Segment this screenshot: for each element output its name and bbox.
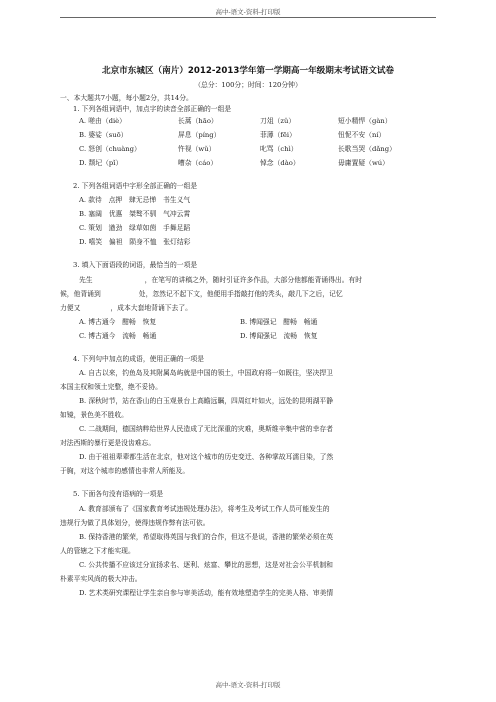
q4-option-a-line-1: A. 自古以来，钓鱼岛及其附属岛屿就是中国的领土，中国政府将一如既往，坚决捍卫 [79,369,333,377]
question-5-stem: 5. 下面各句没有语病的一项是 [73,490,164,498]
q3-passage-text: 力便又 [60,304,81,312]
exam-meta: （总分：100分；时间：120分钟） [194,81,302,89]
q1-option-a-word1: A. 嗟由（diè） [79,117,126,125]
q1-option-b-word4: 忸怩不安（ní） [338,131,386,139]
q1-option-b-word2: 屏息（píng） [178,131,221,139]
q3-passage-text: 处，忽然记不起下文，他便用手指敲打他的秃头，敲几下之后，记忆 [138,290,343,298]
q2-option-b: B. 塞阔 优惠 桀骜不驯 气冲云霄 [79,210,191,218]
q1-option-a-word2: 长蒿（hāo） [178,117,218,125]
q4-option-d-line-1: D. 由于祖祖辈辈都生活在北京，他对这个城市的历史变迁、各种掌故耳濡目染，了然 [79,453,334,461]
q4-option-d-line-2: 于胸，对这个城市的感情也非常人所能及。 [60,467,190,475]
page-header: 高中-语文-资料-打印版 [215,8,281,16]
q3-option-a: A. 博古通今 酣畅 恢复 [79,318,157,326]
q4-option-c-line-2: 对法西斯的暴行更是没齿难忘。 [60,439,156,447]
q1-option-b-word1: B. 婆娑（suō） [79,131,128,139]
q3-passage-text: 候，他背诵到 [60,290,101,298]
q3-passage-text: 先生 [79,276,93,284]
q4-option-b-line-1: B. 深秋时节，站在香山的白玉观景台上高瞻远瞩，四周红叶如火，远处的昆明湖平静 [79,397,334,405]
q2-option-d: D. 嘻笑 偏袒 陨身不恤 张灯结彩 [79,238,191,246]
q5-option-b-line-2: 人的管辖之下才能实现。 [60,547,135,555]
page-footer: 高中-语文-资料-打印版 [215,681,281,689]
q1-option-d-word2: 嘈杂（cáo） [178,159,218,167]
q5-option-b-line-1: B. 保持香港的繁荣，希望取得英国与我们的合作，但这不是说，香港的繁荣必须在英 [79,533,334,541]
question-4-stem: 4. 下列句中加点的成语，使用正确的一项是 [73,355,204,363]
q3-option-b: B. 博闻强记 酣畅 畅通 [240,318,318,326]
q3-option-c: C. 博古通今 流畅 畅通 [79,332,157,340]
q2-option-c: C. 策划 遒劲 绿草如茵 手舞足蹈 [79,224,191,232]
question-2-stem: 2. 下列各组词语中字形全部正确的一组是 [73,182,198,190]
q1-option-c-word4: 长歌当哭（dǎng） [338,145,396,153]
q1-option-c-word3: 叱骂（chì） [260,145,298,153]
q3-passage-line-3 [60,303,192,313]
q3-option-d: D. 博闻强记 流畅 恢复 [240,332,318,340]
q5-option-a-line-2: 违规行为做了具体划分，使得违规作弊有法可依。 [60,519,210,527]
q5-option-d-line-1: D. 艺术类研究课程让学生亲自参与审美活动，能有效地塑造学生的完美人格、审美情 [79,589,334,597]
header-rule [60,17,436,18]
question-3-stem: 3. 填入下面语段的词语，最恰当的一项是 [73,261,198,269]
q3-passage-text: ，在笔写的讲稿之外，随时引证许多作品，大部分他都能背诵得出。有时 [144,276,363,284]
q3-passage-line-1 [79,275,362,285]
q1-option-b-word3: 菲薄（fēi） [260,131,296,139]
q1-option-d-word3: 悼念（dào） [260,159,300,167]
q1-option-c-word1: C. 怒创（chuàng） [79,145,141,153]
q4-option-b-line-2: 如镜，景色美不胜收。 [60,411,128,419]
q5-option-c-line-2: 朴素平实风尚的极大冲击。 [60,575,142,583]
q5-option-a-line-1: A. 教育部颁布了《国家教育考试违规处理办法》，将考生及考试工作人员可能发生的 [79,505,330,513]
q2-option-a: A. 款待 点押 肆无忌惮 书生义气 [79,196,191,204]
page-title: 北京市东城区（南片）2012-2013学年第一学期高一年级期末考试语文试卷 [101,66,395,76]
q1-option-c-word2: 忤视（wǔ） [178,145,216,153]
section-heading: 一、本大题共7小题，每小题2分，共14分。 [60,94,193,102]
q4-option-a-line-2: 本国主权和领土完整，绝不妥协。 [60,383,162,391]
q1-option-a-word4: 短小精悍（gàn） [338,117,392,125]
q3-passage-line-2 [60,289,343,299]
q5-option-c-line-1: C. 公共传播不应该过分宣扬求名、逐利、炫富、攀比的思想，这是对社会公平机制和 [79,561,333,569]
q1-option-d-word4: 毋庸置疑（wú） [338,159,389,167]
q3-passage-text: ，成本大套地背诵下去了。 [110,304,192,312]
q4-option-c-line-1: C. 二战期间，德国纳粹给世界人民造成了无比深重的灾难，奥斯维辛集中营的幸存者 [79,425,333,433]
question-1-stem: 1. 下列各组词语中，加点字的读音全部正确的一组是 [73,105,232,113]
q1-option-a-word3: 刀俎（zǔ） [260,117,296,125]
q1-option-d-word1: D. 颓圮（pǐ） [79,159,123,167]
